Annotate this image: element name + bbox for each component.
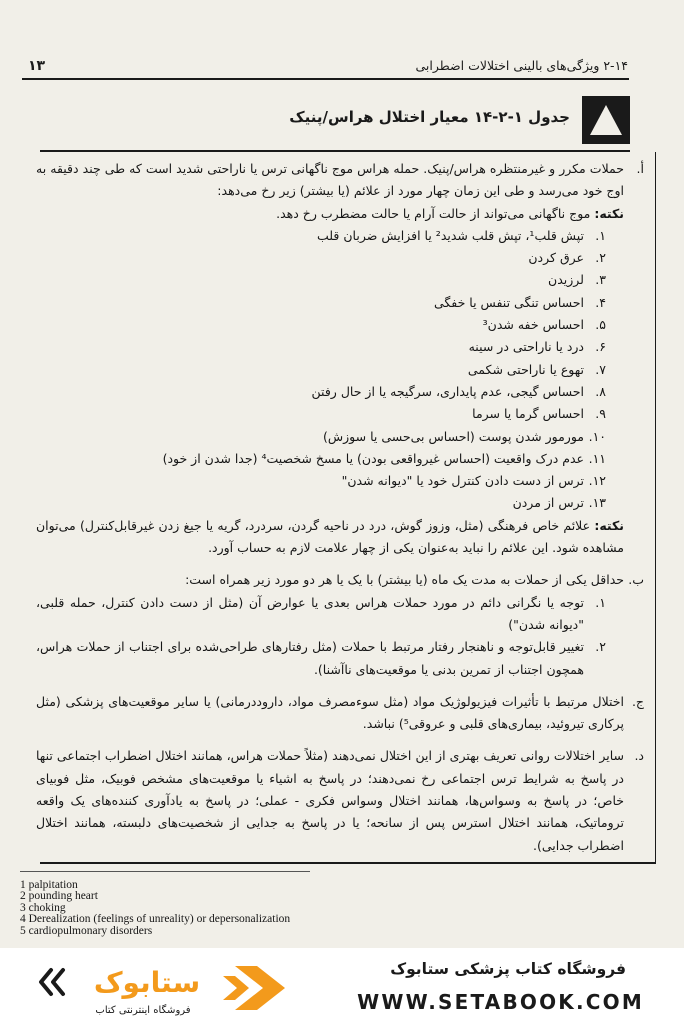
- running-title: ۲-۱۴ ویژگی‌های بالینی اختلالات اضطرابی: [415, 58, 628, 73]
- list-item: ۵. احساس خفه شدن³: [482, 317, 606, 333]
- list-item: ۴. احساس تنگی تنفس یا خفگی: [433, 294, 606, 310]
- list-item: ۱. تپش قلب¹، تپش قلب شدید² یا افزایش ضربان قلب: [317, 227, 606, 243]
- table-title-row: [40, 96, 630, 146]
- criterion-a-note2: [36, 515, 624, 560]
- list-item: ۲. عرق کردن: [528, 250, 606, 266]
- footnote: 2 pounding heart: [20, 890, 98, 903]
- list-item: ۷. تهوع یا ناراحتی شکمی: [467, 361, 606, 377]
- footnote: 1 palpitation: [20, 879, 78, 891]
- criterion-b: [36, 569, 644, 680]
- footnote: 5 cardiopulmonary disorders: [20, 924, 153, 937]
- store-name: فروشگاه کتاب پزشکی ستابوک: [390, 960, 626, 978]
- logo-subtitle: فروشگاه اینترنتی کتاب: [95, 1005, 191, 1016]
- criterion-b-text: حداقل یکی از حملات به مدت یک ماه (یا بیشتر) با یک یا هر دو مورد زیر همراه است:: [185, 572, 624, 588]
- symptom-list: [36, 225, 624, 515]
- criterion-c-label: ج.: [631, 693, 644, 709]
- triangle-icon: [582, 96, 630, 144]
- table-frame-bottom: [40, 862, 656, 864]
- list-item: ۱۳. ترس از مردن: [512, 495, 606, 511]
- criteria-content: [36, 158, 644, 857]
- list-item: ۸. احساس گیجی، عدم پایداری، سرگیجه یا از حال رفتن: [311, 383, 606, 399]
- store-banner: [0, 948, 684, 1024]
- note-label: نکته:: [594, 205, 624, 221]
- list-item: ۱۲. ترس از دست دادن کنترل خود یا "دیوانه شدن": [341, 473, 606, 489]
- footnote-rule: [20, 871, 310, 872]
- criterion-c: [36, 691, 644, 736]
- footnotes: [20, 880, 290, 937]
- list-item: ۶. درد یا ناراحتی در سینه: [468, 339, 606, 355]
- table-frame-right: [655, 152, 657, 864]
- criterion-a-note1: [36, 203, 624, 225]
- setabook-logo[interactable]: [35, 956, 295, 1020]
- criterion-a-label: أ.: [636, 161, 644, 176]
- running-header: [22, 56, 628, 78]
- criterion-d-label: د.: [634, 748, 644, 764]
- footnote: 4 Derealization (feelings of unreality) or depersonalization: [20, 913, 291, 926]
- table-title: جدول ۱-۲-۱۴ معیار اختلال هراس/پنیک: [289, 108, 570, 126]
- list-item: ۳. لرزیدن: [548, 272, 606, 288]
- criterion-b-label: ب.: [628, 572, 644, 588]
- store-url[interactable]: WWW.SETABOOK.COM: [357, 990, 644, 1014]
- footnote: 3 choking: [20, 901, 66, 914]
- list-item: ۹. احساس گرما یا سرما: [472, 406, 606, 422]
- chevron-logo-icon: [223, 966, 285, 1010]
- list-item: ۱۰. مورمور شدن پوست (احساس بی‌حسی یا سوزش): [323, 428, 606, 444]
- list-item: ۱. توجه یا نگرانی دائم در مورد حملات هراس بعدی یا عوارض آن (مثل از دست دادن کنترل، حمله قلبی، "دیوانه شدن"): [36, 594, 606, 632]
- note-text: موج ناگهانی می‌تواند از حالت آرام یا حالت مضطرب رخ دهد.: [276, 205, 595, 221]
- table-title-rule: [40, 150, 630, 152]
- note-label: نکته:: [594, 517, 624, 533]
- logo-wordmark: ستابوک: [93, 966, 201, 999]
- criterion-a-text: حملات مکرر و غیرمنتظره هراس/پنیک. حمله هراس موج ناگهانی ترس یا ناراحتی شدید است که طی چند دقیقه به اوج خود می‌رسد و طی این زمان چهار مورد از علائم (یا بیشتر) زیر رخ می‌دهد:: [36, 161, 624, 199]
- criterion-d: [36, 745, 644, 856]
- criterion-d-text: سایر اختلالات روانی تعریف بهتری از این اختلال نمی‌دهند (مثلاً حملات هراس، همانند اختلال اضطراب اجتماعی تنها در پاسخ به شرایط ترس اجتماعی رخ نمی‌دهند؛ در پاسخ به اشیاء یا موقعیت‌های مشخص فوبیک، مثل فوبیای خاص؛ در پاسخ به وسواس‌ها، همانند اختلال وسواس فکری - عملی؛ در پاسخ به یادآوری کننده‌های یک واقعه تروماتیک، همانند اختلال استرس پس از سانحه؛ یا در پاسخ به جدایی از شخصیت‌های دلبسته، همانند اختلال اضطراب جدایی).: [36, 748, 624, 853]
- page-number: ۱۳: [28, 58, 46, 74]
- criterion-c-text: اختلال مرتبط با تأثیرات فیزیولوژیک مواد (مثل سوء‌مصرف مواد، داروددرمانی) یا سایر موقعیت‌های پزشکی (مثل پرکاری تیروئید، بیماری‌های قلبی و عروقی⁵) نباشد.: [36, 693, 624, 732]
- list-item: ۱۱. عدم درک واقعیت (احساس غیرواقعی بودن) یا مسخ شخصیت⁴ (جدا شدن از خود): [162, 450, 606, 466]
- criterion-a: [36, 158, 644, 559]
- header-rule: [22, 78, 629, 80]
- list-item: ۲. تغییر قابل‌توجه و ناهنجار رفتار مرتبط با حملات (مثل رفتارهای طراحی‌شده برای اجتناب از حملات هراس، همچون اجتناب از تمرین بدنی یا موقعیت‌های ناآشنا).: [36, 639, 606, 677]
- note-text: علائم خاص فرهنگی (مثل، وزوز گوش، درد در ناحیه گردن، سردرد، گریه یا جیغ زدن غیرقابل‌کنترل) می‌توان مشاهده شود. این علائم را نباید به‌عنوان یکی از چهار علامت لازم به حساب آورد.: [36, 517, 624, 556]
